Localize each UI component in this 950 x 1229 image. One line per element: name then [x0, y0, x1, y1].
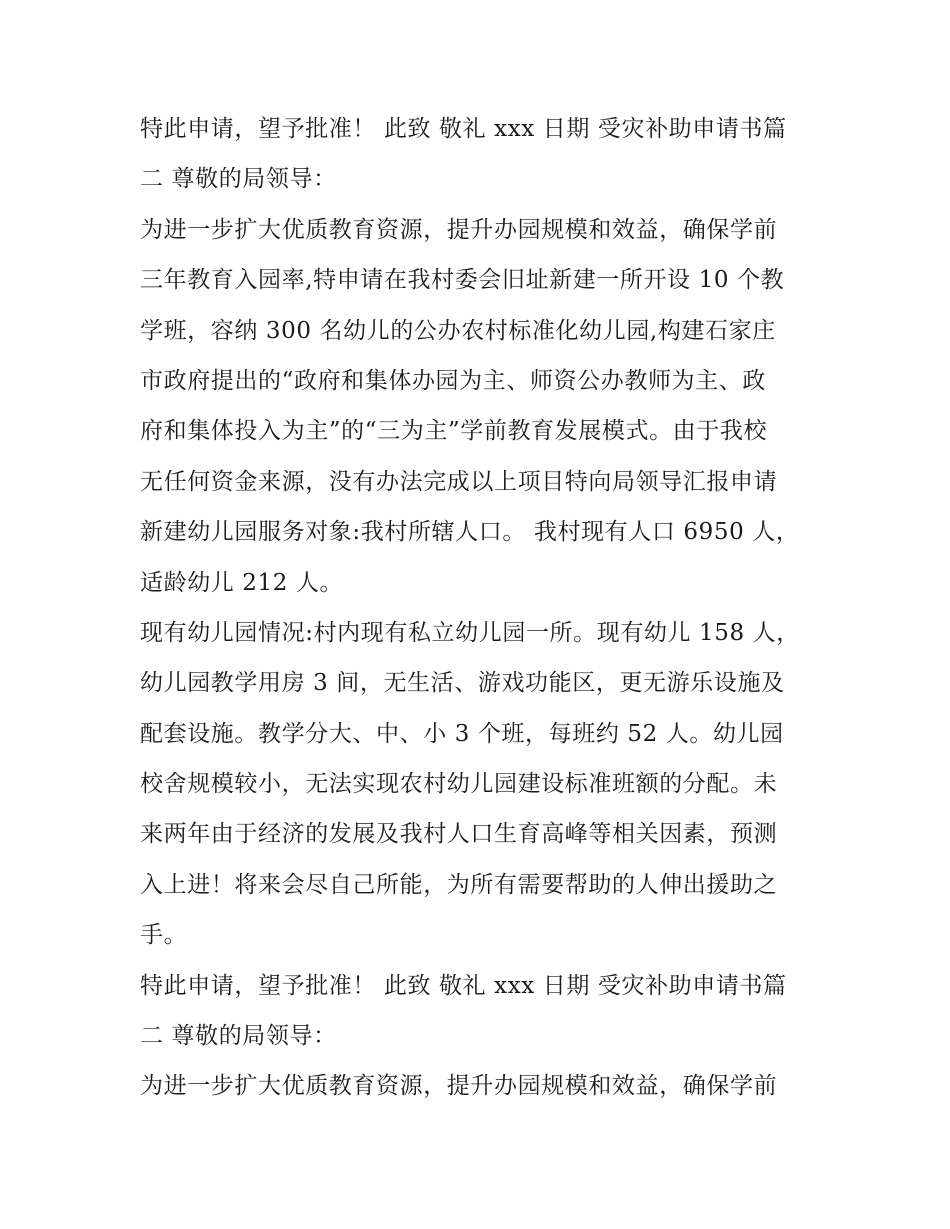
text-line: 为进一步扩大优质教育资源，提升办园规模和效益，确保学前 [140, 216, 778, 243]
text-line: 府和集体投入为主”的“三为主”学前教育发展模式。由于我校 [140, 418, 768, 445]
text-line: 适龄幼儿 212 人。 [140, 569, 344, 596]
text-line: 来两年由于经济的发展及我村人口生育高峰等相关因素，预测 [140, 821, 778, 848]
text-line: 市政府提出的“政府和集体办园为主、师资公办教师为主、政 [140, 367, 766, 394]
text-line: 新建幼儿园服务对象:我村所辖人口。 我村现有人口 6950 人， [140, 519, 800, 546]
text-line: 校舍规模较小，无法实现农村幼儿园建设标准班额的分配。未 [140, 771, 778, 798]
text-line: 幼儿园教学用房 3 间，无生活、游戏功能区，更无游乐设施及 [140, 670, 785, 697]
text-line: 特此申请，望予批准！ 此致 敬礼 xxx 日期 受灾补助申请书篇 [140, 972, 787, 999]
text-line: 为进一步扩大优质教育资源，提升办园规模和效益，确保学前 [140, 1073, 778, 1100]
document-body [140, 104, 820, 1112]
text-line: 二 尊敬的局领导： [140, 1023, 337, 1050]
text-line: 学班，容纳 300 名幼儿的公办农村标准化幼儿园,构建石家庄 [140, 317, 776, 344]
text-line: 二 尊敬的局领导： [140, 166, 337, 193]
text-line: 入上进！将来会尽自己所能，为所有需要帮助的人伸出援助之 [140, 871, 778, 898]
text-line: 特此申请，望予批准！ 此致 敬礼 xxx 日期 受灾补助申请书篇 [140, 116, 787, 142]
text-line: 配套设施。教学分大、中、小 3 个班，每班约 52 人。幼儿园 [140, 720, 784, 747]
text-line: 三年教育入园率,特申请在我村委会旧址新建一所开设 10 个教 [140, 267, 785, 294]
text-line: 现有幼儿园情况:村内现有私立幼儿园一所。现有幼儿 158 人， [140, 619, 800, 646]
text-line: 手。 [140, 922, 188, 949]
text-line: 无任何资金来源，没有办法完成以上项目特向局领导汇报申请 [140, 468, 778, 495]
